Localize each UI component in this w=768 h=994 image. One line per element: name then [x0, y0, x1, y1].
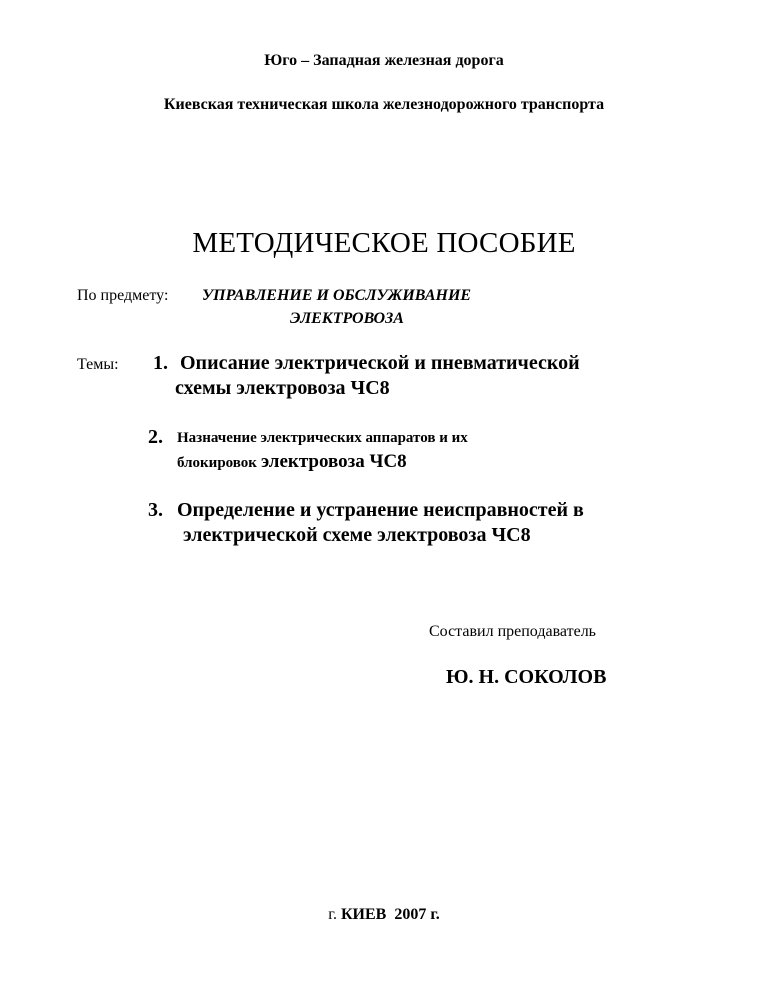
- topic-3-number: 3.: [148, 499, 163, 521]
- author-label: Составил преподаватель: [429, 623, 596, 640]
- author-name: Ю. Н. СОКОЛОВ: [446, 666, 607, 688]
- subject-line1: УПРАВЛЕНИЕ И ОБСЛУЖИВАНИЕ: [202, 287, 472, 304]
- topic-1-line1: Описание электрической и пневматической: [180, 352, 580, 374]
- topic-2-line2: [177, 451, 407, 473]
- document-title: МЕТОДИЧЕСКОЕ ПОСОБИЕ: [192, 227, 576, 259]
- header-school: Киевская техническая школа железнодорожного транспорта: [163, 96, 605, 113]
- topic-1-number: 1.: [153, 352, 168, 374]
- topic-3-line1: Определение и устранение неисправностей в: [177, 499, 584, 521]
- subject-line2: ЭЛЕКТРОВОЗА: [290, 310, 404, 327]
- footer-city-year: [0, 906, 768, 924]
- topic-1-line2: схемы электровоза ЧС8: [175, 377, 390, 399]
- topic-2-line1: Назначение электрических аппаратов и их: [177, 430, 468, 446]
- subject-label: По предмету:: [77, 287, 169, 304]
- footer-city-prefix: г.: [328, 906, 337, 923]
- header-railway: Юго – Западная железная дорога: [264, 52, 504, 69]
- topic-2-number: 2.: [148, 426, 163, 448]
- topic-3-line2: электрической схеме электровоза ЧС8: [183, 524, 531, 546]
- topic-2-line2-end: электровоза ЧС8: [260, 451, 407, 472]
- footer-city: КИЕВ 2007 г.: [340, 906, 440, 923]
- topics-label: Темы:: [77, 356, 119, 373]
- topic-2-line2-start: блокировок: [177, 455, 257, 471]
